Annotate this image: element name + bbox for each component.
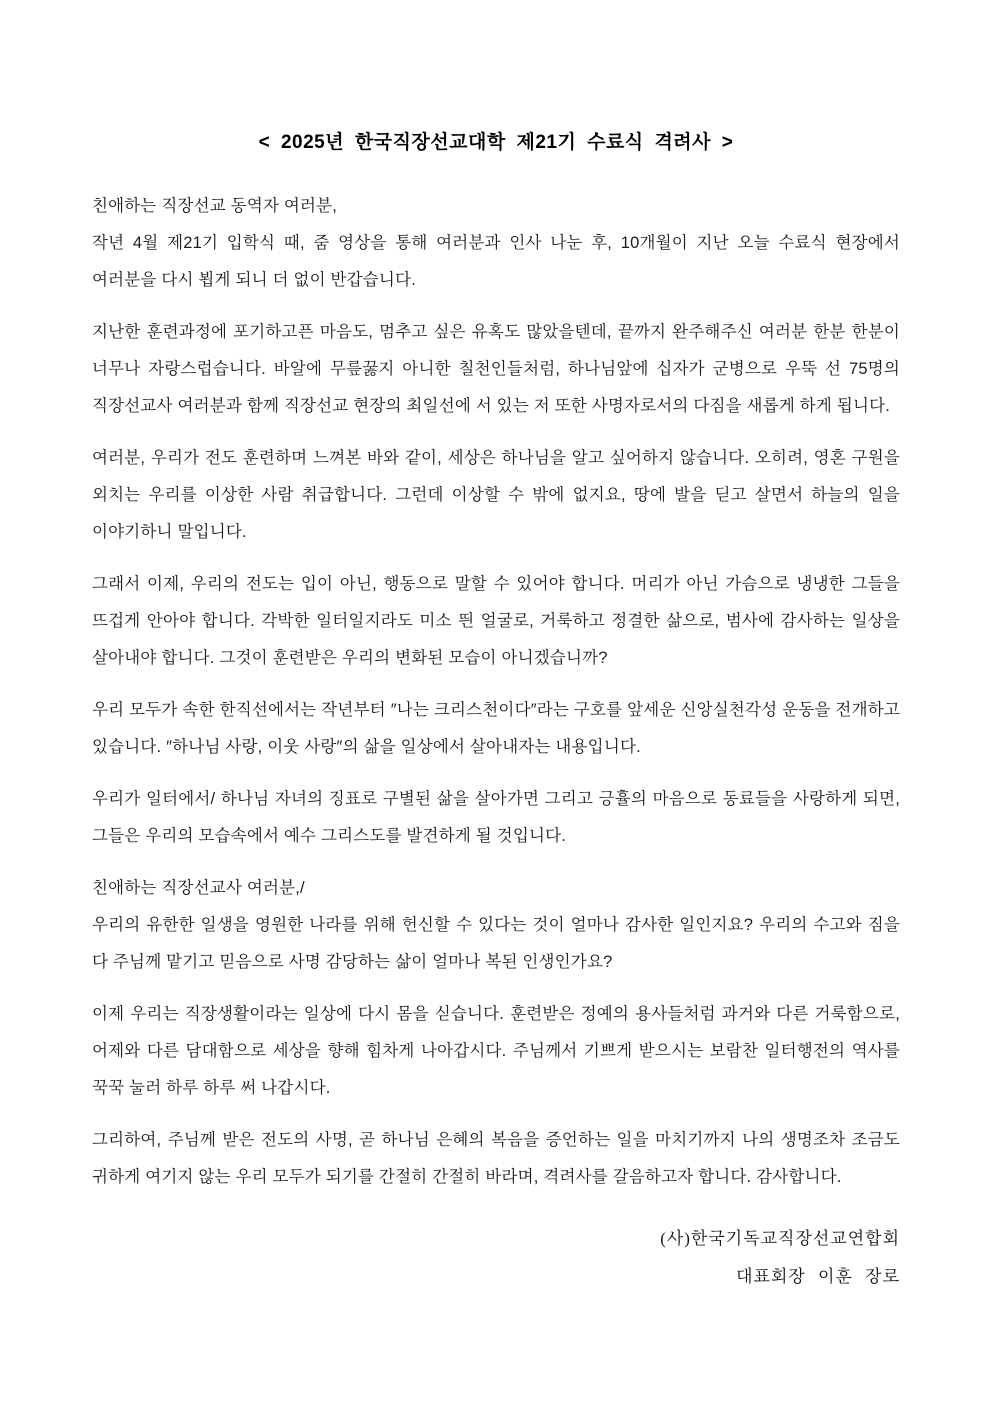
paragraph <box>92 314 900 425</box>
document-title: < 2025년 한국직장선교대학 제21기 수료식 격려사 > <box>258 132 734 153</box>
paragraph-line: 그리하여, 주님께 받은 전도의 사명, 곧 하나님 은혜의 복음을 증언하는 일을 마치기까지 나의 생명조차 조금도 귀하게 여기지 않는 우리 모두가 되기를 간절히 간절히 바라며, 격려사를 갈음하고자 합니다. 감사합니다. <box>92 1131 900 1186</box>
paragraph-line: 여러분, 우리가 전도 훈련하며 느껴본 바와 같이, 세상은 하나님을 알고 싶어하지 않습니다. 오히려, 영혼 구원을 외치는 우리를 이상한 사람 취급합니다. 그런데 이상할 수 밖에 없지요, 땅에 발을 딛고 살면서 하늘의 일을 이야기하니 말입니다. <box>92 449 900 541</box>
paragraph <box>92 566 900 677</box>
signature-organization: (사)한국기독교직장선교연합회 <box>660 1229 900 1248</box>
paragraph-line: 우리 모두가 속한 한직선에서는 작년부터 ″나는 크리스천이다″라는 구호를 앞세운 신앙실천각성 운동을 전개하고 있습니다. ″하나님 사랑, 이웃 사랑″의 삶을 일상에서 살아내자는 내용입니다. <box>92 701 900 756</box>
paragraph <box>92 781 900 855</box>
paragraph <box>92 440 900 551</box>
paragraph-line: 작년 4월 제21기 입학식 때, 줌 영상을 통해 여러분과 인사 나눈 후, 10개월이 지난 오늘 수료식 현장에서 여러분을 다시 뵙게 되니 더 없이 반갑습니다. <box>92 234 900 289</box>
paragraph-line: 이제 우리는 직장생활이라는 일상에 다시 몸을 싣습니다. 훈련받은 정예의 용사들처럼 과거와 다른 거룩함으로, 어제와 다른 담대함으로 세상을 향해 힘차게 나아갑시다. 주님께서 기쁘게 받으시는 보람찬 일터행전의 역사를 꾹꾹 눌러 하루 하루 써 나갑시다. <box>92 1005 900 1097</box>
paragraph-line: 그래서 이제, 우리의 전도는 입이 아닌, 행동으로 말할 수 있어야 합니다. 머리가 아닌 가슴으로 냉냉한 그들을 뜨겁게 안아야 합니다. 각박한 일터일지라도 미소 띈 얼굴로, 거룩하고 정결한 삶으로, 범사에 감사하는 일상을 살아내야 합니다. 그것이 훈련받은 우리의 변화된 모습이 아니겠습니까? <box>92 575 900 667</box>
paragraph-line: 친애하는 직장선교 동역자 여러분, <box>92 197 338 215</box>
paragraph <box>92 870 900 981</box>
paragraph-line: 우리가 일터에서/ 하나님 자녀의 징표로 구별된 삶을 살아가면 그리고 긍휼의 마음으로 동료들을 사랑하게 되면, 그들은 우리의 모습속에서 예수 그리스도를 발견하게 될 것입니다. <box>92 790 900 845</box>
paragraph <box>92 188 900 299</box>
paragraph <box>92 1122 900 1196</box>
paragraph <box>92 692 900 766</box>
paragraph-line: 지난한 훈련과정에 포기하고픈 마음도, 멈추고 싶은 유혹도 많았을텐데, 끝까지 완주해주신 여러분 한분 한분이 너무나 자랑스럽습니다. 바알에 무릎꿇지 아니한 칠천인들처럼, 하나님앞에 십자가 군병으로 우뚝 선 75명의 직장선교사 여러분과 함께 직장선교 현장의 최일선에 서 있는 저 또한 사명자로서의 다짐을 새롭게 하게 됩니다. <box>92 323 900 415</box>
paragraph-line: 우리의 유한한 일생을 영원한 나라를 위해 헌신할 수 있다는 것이 얼마나 감사한 일인지요? 우리의 수고와 짐을 다 주님께 맡기고 믿음으로 사명 감당하는 삶이 얼마나 복된 인생인가요? <box>92 916 900 971</box>
signature-block <box>92 1220 900 1296</box>
paragraph <box>92 996 900 1107</box>
signature-name: 대표회장 이훈 장로 <box>736 1267 900 1286</box>
paragraph-line: 친애하는 직장선교사 여러분,/ <box>92 879 305 897</box>
document-body <box>92 188 900 1196</box>
